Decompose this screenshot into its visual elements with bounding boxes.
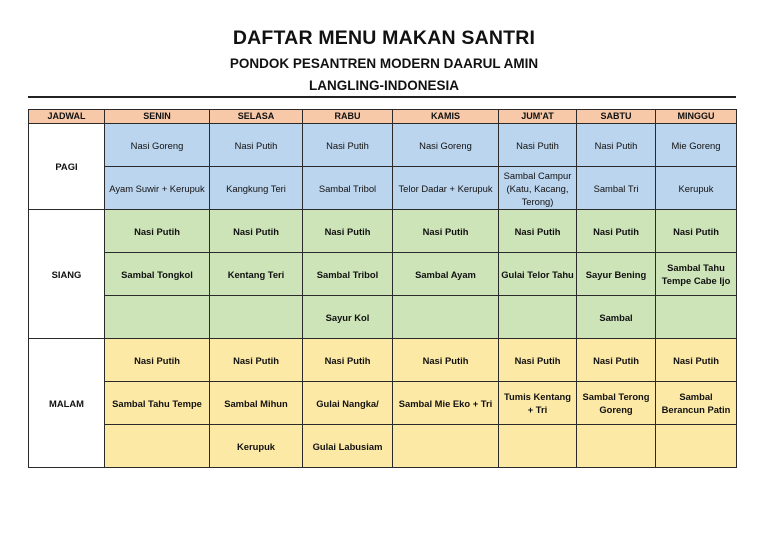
menu-cell: Nasi Putih	[656, 339, 737, 382]
menu-cell: Telor Dadar + Kerupuk	[393, 167, 499, 210]
table-row	[29, 210, 737, 253]
menu-cell: Nasi Putih	[105, 210, 210, 253]
menu-cell: Kerupuk	[656, 167, 737, 210]
column-header-rabu: RABU	[303, 110, 393, 124]
table-row	[29, 425, 737, 468]
column-header-jumat: JUM'AT	[499, 110, 577, 124]
menu-table	[28, 109, 737, 468]
menu-cell: Sambal Tribol	[303, 167, 393, 210]
menu-cell: Sayur Bening	[577, 253, 656, 296]
table-row	[29, 253, 737, 296]
table-row	[29, 296, 737, 339]
menu-cell: Gulai Nangka/	[303, 382, 393, 425]
menu-cell: Nasi Putih	[393, 210, 499, 253]
column-header-senin: SENIN	[105, 110, 210, 124]
menu-cell: Gulai Telor Tahu	[499, 253, 577, 296]
menu-cell: Sambal Tahu Tempe Cabe Ijo	[656, 253, 737, 296]
menu-cell: Sambal Campur (Katu, Kacang, Terong)	[499, 167, 577, 210]
menu-cell: Tumis Kentang + Tri	[499, 382, 577, 425]
session-label-siang: SIANG	[29, 210, 105, 339]
menu-cell: Nasi Putih	[303, 210, 393, 253]
menu-cell: Nasi Putih	[393, 339, 499, 382]
menu-cell	[393, 296, 499, 339]
menu-cell: Nasi Putih	[210, 124, 303, 167]
menu-cell: Sambal Berancun Patin	[656, 382, 737, 425]
menu-cell	[656, 296, 737, 339]
menu-cell: Nasi Goreng	[393, 124, 499, 167]
table-row	[29, 124, 737, 167]
column-header-jadwal: JADWAL	[29, 110, 105, 124]
menu-cell: Mie Goreng	[656, 124, 737, 167]
column-header-sabtu: SABTU	[577, 110, 656, 124]
menu-cell: Sambal Tongkol	[105, 253, 210, 296]
page-title: DAFTAR MENU MAKAN SANTRI	[232, 27, 536, 49]
session-label-malam: MALAM	[29, 339, 105, 468]
menu-cell: Kerupuk	[210, 425, 303, 468]
menu-cell: Nasi Putih	[656, 210, 737, 253]
menu-cell: Sambal Mie Eko + Tri	[393, 382, 499, 425]
page-subtitle: PONDOK PESANTREN MODERN DAARUL AMIN	[229, 56, 539, 71]
table-row	[29, 167, 737, 210]
menu-cell: Nasi Putih	[303, 124, 393, 167]
menu-cell	[656, 425, 737, 468]
column-header-minggu: MINGGU	[656, 110, 737, 124]
menu-cell	[105, 296, 210, 339]
menu-cell	[105, 425, 210, 468]
menu-cell: Sambal Terong Goreng	[577, 382, 656, 425]
menu-cell	[499, 296, 577, 339]
menu-cell: Sayur Kol	[303, 296, 393, 339]
table-row	[29, 382, 737, 425]
session-label-pagi: PAGI	[29, 124, 105, 210]
menu-cell: Sambal Tribol	[303, 253, 393, 296]
menu-cell: Sambal Tahu Tempe	[105, 382, 210, 425]
menu-cell: Nasi Putih	[210, 210, 303, 253]
menu-cell: Nasi Putih	[577, 339, 656, 382]
table-header-row	[29, 110, 737, 124]
menu-cell: Kangkung Teri	[210, 167, 303, 210]
table-row	[29, 339, 737, 382]
menu-cell: Nasi Putih	[499, 339, 577, 382]
page-location: LANGLING-INDONESIA	[309, 78, 459, 93]
menu-cell: Sambal	[577, 296, 656, 339]
menu-cell	[577, 425, 656, 468]
menu-cell: Nasi Putih	[499, 210, 577, 253]
menu-cell: Kentang Teri	[210, 253, 303, 296]
menu-cell: Sambal Ayam	[393, 253, 499, 296]
menu-cell: Nasi Putih	[577, 124, 656, 167]
column-header-selasa: SELASA	[210, 110, 303, 124]
menu-cell: Gulai Labusiam	[303, 425, 393, 468]
column-header-kamis: KAMIS	[393, 110, 499, 124]
menu-cell: Nasi Putih	[210, 339, 303, 382]
menu-cell: Ayam Suwir + Kerupuk	[105, 167, 210, 210]
menu-cell: Nasi Goreng	[105, 124, 210, 167]
menu-cell	[210, 296, 303, 339]
menu-cell: Nasi Putih	[577, 210, 656, 253]
menu-cell	[393, 425, 499, 468]
menu-cell: Nasi Putih	[499, 124, 577, 167]
menu-cell	[499, 425, 577, 468]
menu-cell: Sambal Tri	[577, 167, 656, 210]
menu-cell: Sambal Mihun	[210, 382, 303, 425]
menu-cell: Nasi Putih	[303, 339, 393, 382]
menu-cell: Nasi Putih	[105, 339, 210, 382]
title-divider	[28, 96, 736, 98]
